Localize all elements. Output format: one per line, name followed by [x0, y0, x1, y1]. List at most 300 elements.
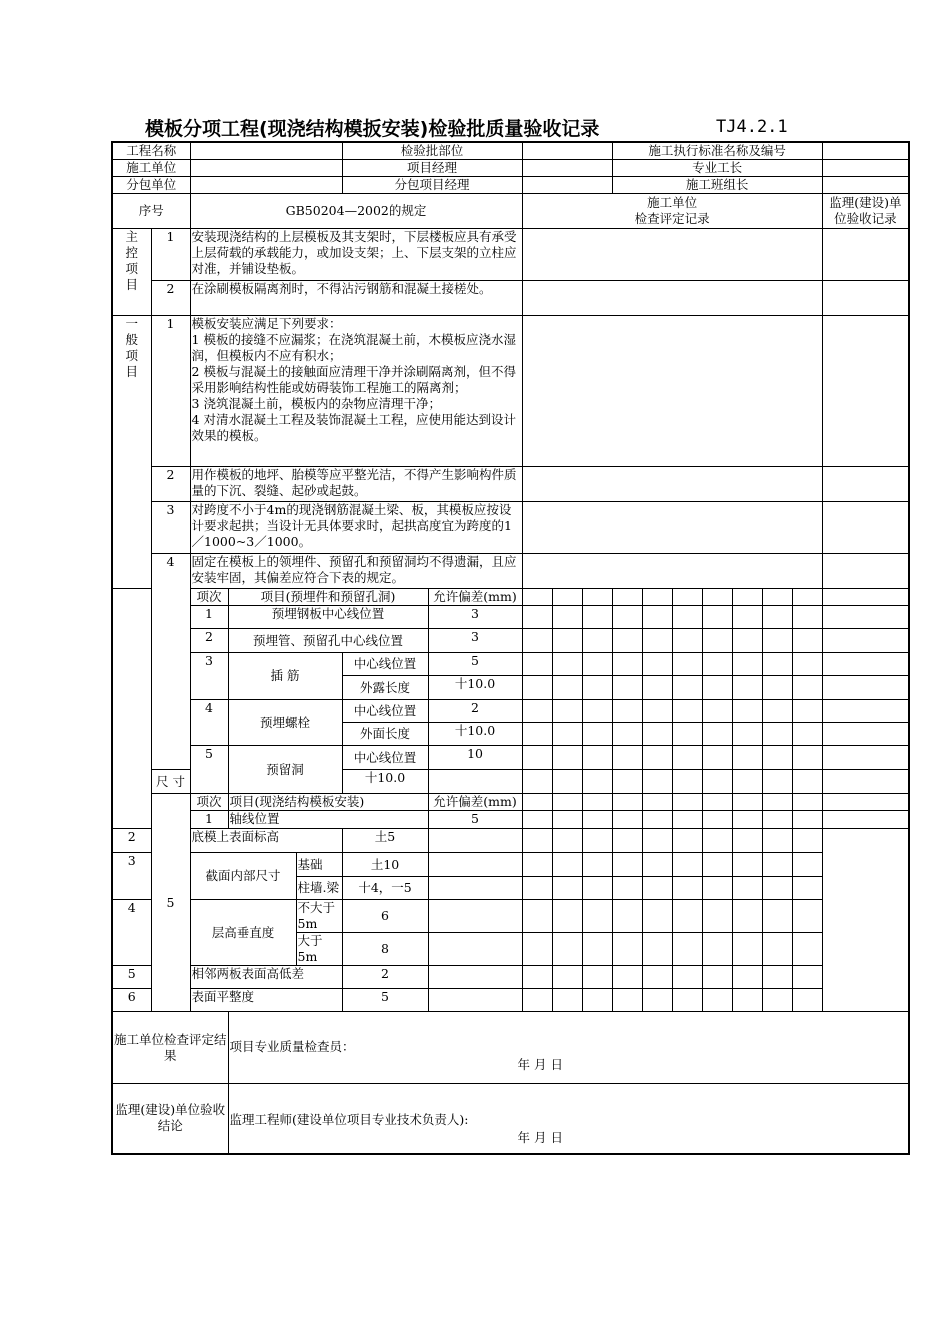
check-cell[interactable] [792, 746, 822, 770]
check-cell[interactable] [642, 746, 672, 770]
general-item-no: 4 [151, 554, 190, 770]
general-char: 项 [125, 348, 138, 363]
check-cell[interactable] [642, 900, 672, 933]
sub-tol: 十4，一5 [342, 877, 428, 900]
check-cell[interactable] [762, 966, 792, 989]
check-cell[interactable] [792, 629, 822, 653]
supervisor-header [822, 194, 909, 229]
check-cell[interactable] [642, 853, 672, 877]
sub-item: 轴线位置 [228, 811, 428, 829]
sub-head-item: 项目(预埋件和预留孔洞) [228, 589, 428, 606]
project-name-value[interactable] [190, 142, 342, 160]
check-cell[interactable] [672, 723, 702, 746]
check-cell[interactable] [702, 606, 732, 629]
check-cell[interactable] [762, 900, 792, 933]
supervisor-cell[interactable] [822, 554, 909, 589]
check-cell[interactable] [642, 770, 672, 794]
check-cell[interactable] [762, 629, 792, 653]
main-item-no: 2 [151, 281, 190, 316]
check-cell[interactable] [732, 933, 762, 966]
check-cell[interactable] [762, 653, 792, 676]
check-cell[interactable] [762, 676, 792, 700]
check-cell[interactable] [552, 794, 582, 811]
contractor-result-cell[interactable] [228, 1012, 909, 1084]
subcontractor-label: 分包单位 [112, 177, 190, 194]
check-cell[interactable] [702, 723, 732, 746]
check-cell[interactable] [582, 966, 612, 989]
record-cell[interactable] [522, 467, 822, 502]
record-cell[interactable] [522, 502, 822, 554]
check-cell[interactable] [672, 676, 702, 700]
check-cell[interactable] [612, 700, 642, 723]
form-code: TJ4.2.1 [716, 117, 788, 137]
check-cell[interactable] [582, 723, 612, 746]
check-cell[interactable] [582, 933, 612, 966]
check-cell[interactable] [552, 933, 582, 966]
check-cell[interactable] [702, 589, 732, 606]
check-cell[interactable] [642, 589, 672, 606]
contractor-value[interactable] [190, 160, 342, 177]
supervisor-conclusion-label: 监理(建设)单位验收结论 [112, 1084, 228, 1154]
supervisor-conclusion-cell[interactable] [228, 1084, 909, 1154]
left-blank [112, 589, 151, 829]
sub-tol: 2 [342, 966, 428, 989]
check-cell[interactable] [552, 877, 582, 900]
check-cell[interactable] [582, 700, 612, 723]
check-cell[interactable] [612, 900, 642, 933]
check-cell[interactable] [612, 877, 642, 900]
general-item-text [190, 316, 522, 467]
unit-record-header [522, 194, 822, 229]
supervisor-cell[interactable] [792, 966, 822, 989]
check-cell[interactable] [612, 829, 642, 853]
check-cell[interactable] [582, 746, 612, 770]
sub-tol: 5 [428, 811, 522, 829]
record-cell[interactable] [522, 229, 822, 281]
check-cell[interactable] [732, 900, 762, 933]
check-cell[interactable] [552, 589, 582, 606]
check-cell[interactable] [732, 746, 762, 770]
supervisor-cell[interactable] [792, 933, 822, 966]
check-cell[interactable] [552, 606, 582, 629]
sub-item: 外面长度 [342, 723, 428, 746]
general-item-no: 1 [151, 316, 190, 467]
check-cell[interactable] [702, 629, 732, 653]
check-cell[interactable] [642, 723, 672, 746]
check-cell[interactable] [612, 989, 642, 1012]
supervisor-cell[interactable] [822, 316, 909, 467]
check-cell[interactable] [762, 853, 792, 877]
check-cell[interactable] [552, 653, 582, 676]
check-cell[interactable] [762, 811, 792, 829]
sub-item: 相邻两板表面高低差 [190, 966, 342, 989]
sub-tol: 土10 [342, 853, 428, 877]
check-cell[interactable] [702, 829, 732, 853]
check-cell[interactable] [612, 589, 642, 606]
check-cell[interactable] [672, 653, 702, 676]
check-cell[interactable] [642, 676, 672, 700]
sub-item: 外露长度 [342, 676, 428, 700]
check-cell[interactable] [672, 746, 702, 770]
sub-item: 中心线位置 [342, 653, 428, 676]
check-cell[interactable] [762, 746, 792, 770]
sub-item: 中心线位置 [342, 700, 428, 723]
check-cell[interactable] [612, 606, 642, 629]
check-cell[interactable] [642, 653, 672, 676]
standard-value[interactable] [822, 142, 909, 160]
check-cell[interactable] [522, 700, 552, 723]
supervisor-cell[interactable] [822, 467, 909, 502]
check-cell[interactable] [732, 989, 762, 1012]
sub-manager-label: 分包项目经理 [342, 177, 522, 194]
check-cell[interactable] [732, 606, 762, 629]
inspection-part-label: 检验批部位 [342, 142, 522, 160]
spec-header: GB50204—2002的规定 [190, 194, 522, 229]
check-cell[interactable] [672, 606, 702, 629]
check-cell[interactable] [762, 933, 792, 966]
check-cell[interactable] [672, 589, 702, 606]
check-cell[interactable] [672, 853, 702, 877]
check-cell[interactable] [672, 989, 702, 1012]
check-cell[interactable] [762, 589, 792, 606]
supervisor-cell[interactable] [822, 700, 909, 723]
record-cell[interactable] [522, 554, 822, 589]
inspector-label: 项目专业质量检查员： [229, 1038, 355, 1054]
check-cell[interactable] [582, 770, 612, 794]
check-cell[interactable] [552, 966, 582, 989]
sub-tol: 5 [428, 653, 522, 676]
check-cell[interactable] [612, 794, 642, 811]
supervisor-cell[interactable] [792, 853, 822, 877]
sub-group: 预埋螺栓 [228, 700, 342, 746]
sub-item: 不大于5m [296, 900, 342, 933]
check-cell[interactable] [732, 811, 762, 829]
sub-seq: 1 [190, 811, 228, 829]
supervisor-cell[interactable] [822, 629, 909, 653]
supervisor-cell[interactable] [822, 653, 909, 676]
sub-tol: 十10.0 [342, 770, 428, 794]
check-cell[interactable] [672, 794, 702, 811]
subcontractor-value[interactable] [190, 177, 342, 194]
main-item-no: 1 [151, 229, 190, 281]
check-cell[interactable] [582, 629, 612, 653]
check-cell[interactable] [672, 877, 702, 900]
seq-header: 序号 [112, 194, 190, 229]
sub-manager-value[interactable] [522, 177, 612, 194]
check-cell[interactable] [672, 966, 702, 989]
main-control-label [112, 229, 151, 316]
supervisor-cell[interactable] [792, 829, 822, 853]
check-cell[interactable] [582, 589, 612, 606]
check-cell[interactable] [762, 606, 792, 629]
check-cell[interactable] [552, 723, 582, 746]
sub-item: 基础 [296, 853, 342, 877]
check-cell[interactable] [552, 900, 582, 933]
check-cell[interactable] [582, 829, 612, 853]
check-cell[interactable] [612, 770, 642, 794]
supervisor-cell[interactable] [792, 877, 822, 900]
unit-record-line2: 检查评定记录 [634, 211, 710, 226]
check-cell[interactable] [762, 877, 792, 900]
check-cell[interactable] [702, 794, 732, 811]
project-manager-value[interactable] [522, 160, 612, 177]
check-cell[interactable] [522, 900, 552, 933]
sub-group: 截面内部尺寸 [190, 853, 296, 900]
check-cell[interactable] [552, 676, 582, 700]
check-cell[interactable] [672, 829, 702, 853]
main-control-char: 控 [125, 245, 138, 260]
sub-seq: 4 [190, 700, 228, 746]
check-cell[interactable] [642, 629, 672, 653]
check-cell[interactable] [522, 589, 552, 606]
check-cell[interactable] [642, 933, 672, 966]
check-cell[interactable] [762, 770, 792, 794]
check-cell[interactable] [428, 966, 522, 989]
check-cell[interactable] [702, 770, 732, 794]
check-cell[interactable] [672, 700, 702, 723]
check-cell[interactable] [428, 770, 522, 794]
check-cell[interactable] [732, 853, 762, 877]
check-cell[interactable] [522, 606, 552, 629]
sub-tol: 6 [342, 900, 428, 933]
sub-tol: 土5 [342, 829, 428, 853]
check-cell[interactable] [612, 629, 642, 653]
supervisor-cell[interactable] [822, 281, 909, 316]
check-cell[interactable] [428, 877, 522, 900]
check-cell[interactable] [522, 653, 552, 676]
sub-seq: 6 [112, 989, 151, 1012]
check-cell[interactable] [732, 676, 762, 700]
date-1: 年 月 日 [517, 1056, 563, 1072]
check-cell[interactable] [732, 700, 762, 723]
general-item-no: 3 [151, 502, 190, 554]
record-cell[interactable] [522, 281, 822, 316]
sub-tol: 3 [428, 629, 522, 653]
check-cell[interactable] [702, 989, 732, 1012]
supervisor-cell[interactable] [822, 229, 909, 281]
supervisor-cell[interactable] [822, 676, 909, 700]
check-cell[interactable] [702, 676, 732, 700]
general-char: 目 [125, 364, 138, 379]
sub-item: 表面平整度 [190, 989, 342, 1012]
date-2: 年 月 日 [517, 1130, 563, 1146]
sub-seq: 3 [112, 853, 151, 900]
check-cell[interactable] [732, 877, 762, 900]
check-cell[interactable] [612, 676, 642, 700]
check-cell[interactable] [672, 900, 702, 933]
sub-seq: 5 [190, 746, 228, 794]
check-cell[interactable] [702, 877, 732, 900]
supervisor-cell[interactable] [822, 589, 909, 606]
contractor-label: 施工单位 [112, 160, 190, 177]
main-item-text: 在涂刷模板隔离剂时，不得沾污钢筋和混凝土接槎处。 [190, 281, 522, 316]
check-cell[interactable] [672, 933, 702, 966]
record-cell[interactable] [522, 316, 822, 467]
check-cell[interactable] [522, 966, 552, 989]
sub-tol: 2 [428, 700, 522, 723]
check-cell[interactable] [428, 900, 522, 933]
supervisor-cell[interactable] [792, 900, 822, 933]
check-cell[interactable] [612, 653, 642, 676]
check-cell[interactable] [732, 653, 762, 676]
check-cell[interactable] [762, 700, 792, 723]
check-cell[interactable] [522, 829, 552, 853]
main-item-text: 安装现浇结构的上层模板及其支架时，下层楼板应具有承受上层荷载的承载能力，或加设支架；上、下层支架的立柱应对准，并铺设垫板。 [190, 229, 522, 281]
check-cell[interactable] [428, 829, 522, 853]
team-leader-value[interactable] [822, 177, 909, 194]
team-leader-label: 施工班组长 [612, 177, 822, 194]
check-cell[interactable] [522, 723, 552, 746]
check-cell[interactable] [552, 629, 582, 653]
sub-seq: 2 [190, 629, 228, 653]
supervisor-cell[interactable] [822, 811, 909, 829]
supervisor-cell[interactable] [822, 723, 909, 746]
check-cell[interactable] [732, 723, 762, 746]
sub-tol: 3 [428, 606, 522, 629]
check-cell[interactable] [642, 606, 672, 629]
supervisor-line2: 位验收记录 [834, 211, 897, 226]
check-cell[interactable] [428, 989, 522, 1012]
check-cell[interactable] [582, 900, 612, 933]
check-cell[interactable] [642, 966, 672, 989]
general-item-text: 固定在模板上的领埋件、预留孔和预留洞均不得遗漏，且应安装牢固，其偏差应符合下表的规定。 [190, 554, 522, 589]
main-control-char: 主 [125, 229, 138, 244]
engineer-label: 监理工程师(建设单位项目专业技术负责人): [229, 1112, 469, 1128]
check-cell[interactable] [552, 746, 582, 770]
supervisor-cell[interactable] [792, 989, 822, 1012]
sub-head-seq: 项次 [190, 589, 228, 606]
sub-group: 预留洞 [228, 746, 342, 794]
check-cell[interactable] [762, 794, 792, 811]
check-cell[interactable] [552, 700, 582, 723]
sub-tol: 5 [342, 989, 428, 1012]
check-cell[interactable] [552, 811, 582, 829]
supervisor-cell[interactable] [822, 794, 909, 811]
check-cell[interactable] [522, 770, 552, 794]
check-cell[interactable] [732, 794, 762, 811]
check-cell[interactable] [522, 794, 552, 811]
supervisor-cell[interactable] [822, 502, 909, 554]
check-cell[interactable] [732, 629, 762, 653]
check-cell[interactable] [642, 811, 672, 829]
supervisor-line1: 监理(建设)单 [829, 195, 902, 210]
check-cell[interactable] [702, 700, 732, 723]
check-cell[interactable] [732, 966, 762, 989]
check-cell[interactable] [642, 877, 672, 900]
check-cell[interactable] [582, 811, 612, 829]
check-cell[interactable] [792, 811, 822, 829]
check-cell[interactable] [762, 723, 792, 746]
check-cell[interactable] [762, 989, 792, 1012]
check-cell[interactable] [582, 989, 612, 1012]
supervisor-cell[interactable] [792, 770, 822, 794]
check-cell[interactable] [552, 829, 582, 853]
check-cell[interactable] [672, 629, 702, 653]
check-cell[interactable] [428, 853, 522, 877]
check-cell[interactable] [792, 606, 822, 629]
unit-record-line1: 施工单位 [647, 195, 698, 210]
check-cell[interactable] [582, 676, 612, 700]
check-cell[interactable] [612, 723, 642, 746]
check-cell[interactable] [702, 933, 732, 966]
check-cell[interactable] [702, 966, 732, 989]
check-cell[interactable] [612, 933, 642, 966]
check-cell[interactable] [522, 933, 552, 966]
inspection-form [111, 141, 910, 1155]
check-cell[interactable] [612, 966, 642, 989]
text-line: 3 浇筑混凝土前，模板内的杂物应清理干净； [191, 396, 441, 411]
sub-seq: 2 [112, 829, 151, 853]
check-cell[interactable] [582, 877, 612, 900]
check-cell[interactable] [612, 853, 642, 877]
check-cell[interactable] [522, 811, 552, 829]
contractor-result-label: 施工单位检查评定结果 [112, 1012, 228, 1084]
check-cell[interactable] [552, 770, 582, 794]
check-cell[interactable] [792, 723, 822, 746]
sub-head-tol: 允许偏差(mm) [428, 794, 522, 811]
check-cell[interactable] [702, 653, 732, 676]
check-cell[interactable] [792, 676, 822, 700]
check-cell[interactable] [582, 794, 612, 811]
check-cell[interactable] [582, 853, 612, 877]
check-cell[interactable] [612, 811, 642, 829]
check-cell[interactable] [702, 853, 732, 877]
check-cell[interactable] [582, 606, 612, 629]
check-cell[interactable] [792, 794, 822, 811]
check-cell[interactable] [642, 829, 672, 853]
check-cell[interactable] [552, 853, 582, 877]
check-cell[interactable] [762, 829, 792, 853]
check-cell[interactable] [792, 589, 822, 606]
check-cell[interactable] [732, 770, 762, 794]
foreman-value[interactable] [822, 160, 909, 177]
supervisor-cell[interactable] [822, 606, 909, 629]
check-cell[interactable] [732, 589, 762, 606]
check-cell[interactable] [582, 653, 612, 676]
check-cell[interactable] [522, 989, 552, 1012]
check-cell[interactable] [522, 853, 552, 877]
check-cell[interactable] [702, 811, 732, 829]
check-cell[interactable] [642, 989, 672, 1012]
check-cell[interactable] [522, 676, 552, 700]
check-cell[interactable] [732, 829, 762, 853]
check-cell[interactable] [672, 770, 702, 794]
foreman-label: 专业工长 [612, 160, 822, 177]
inspection-part-value[interactable] [522, 142, 612, 160]
check-cell[interactable] [612, 746, 642, 770]
sub-item: 预埋钢板中心线位置 [228, 606, 428, 629]
text-line: 1 模板的接缝不应漏浆；在浇筑混凝土前，木模板应浇水湿润，但模板内不应有积水； [191, 332, 516, 363]
check-cell[interactable] [642, 700, 672, 723]
check-cell[interactable] [552, 989, 582, 1012]
check-cell[interactable] [522, 746, 552, 770]
check-cell[interactable] [792, 700, 822, 723]
check-cell[interactable] [702, 746, 732, 770]
check-cell[interactable] [792, 653, 822, 676]
check-cell[interactable] [672, 811, 702, 829]
sub-item: 大于5m [296, 933, 342, 966]
check-cell[interactable] [522, 877, 552, 900]
check-cell[interactable] [522, 629, 552, 653]
check-cell[interactable] [702, 900, 732, 933]
standard-label: 施工执行标准名称及编号 [612, 142, 822, 160]
supervisor-cell[interactable] [822, 746, 909, 770]
text-line: 模板安装应满足下列要求： [191, 316, 342, 331]
sub-seq: 1 [190, 606, 228, 629]
check-cell[interactable] [642, 794, 672, 811]
check-cell[interactable] [428, 933, 522, 966]
general-char: 般 [125, 332, 138, 347]
